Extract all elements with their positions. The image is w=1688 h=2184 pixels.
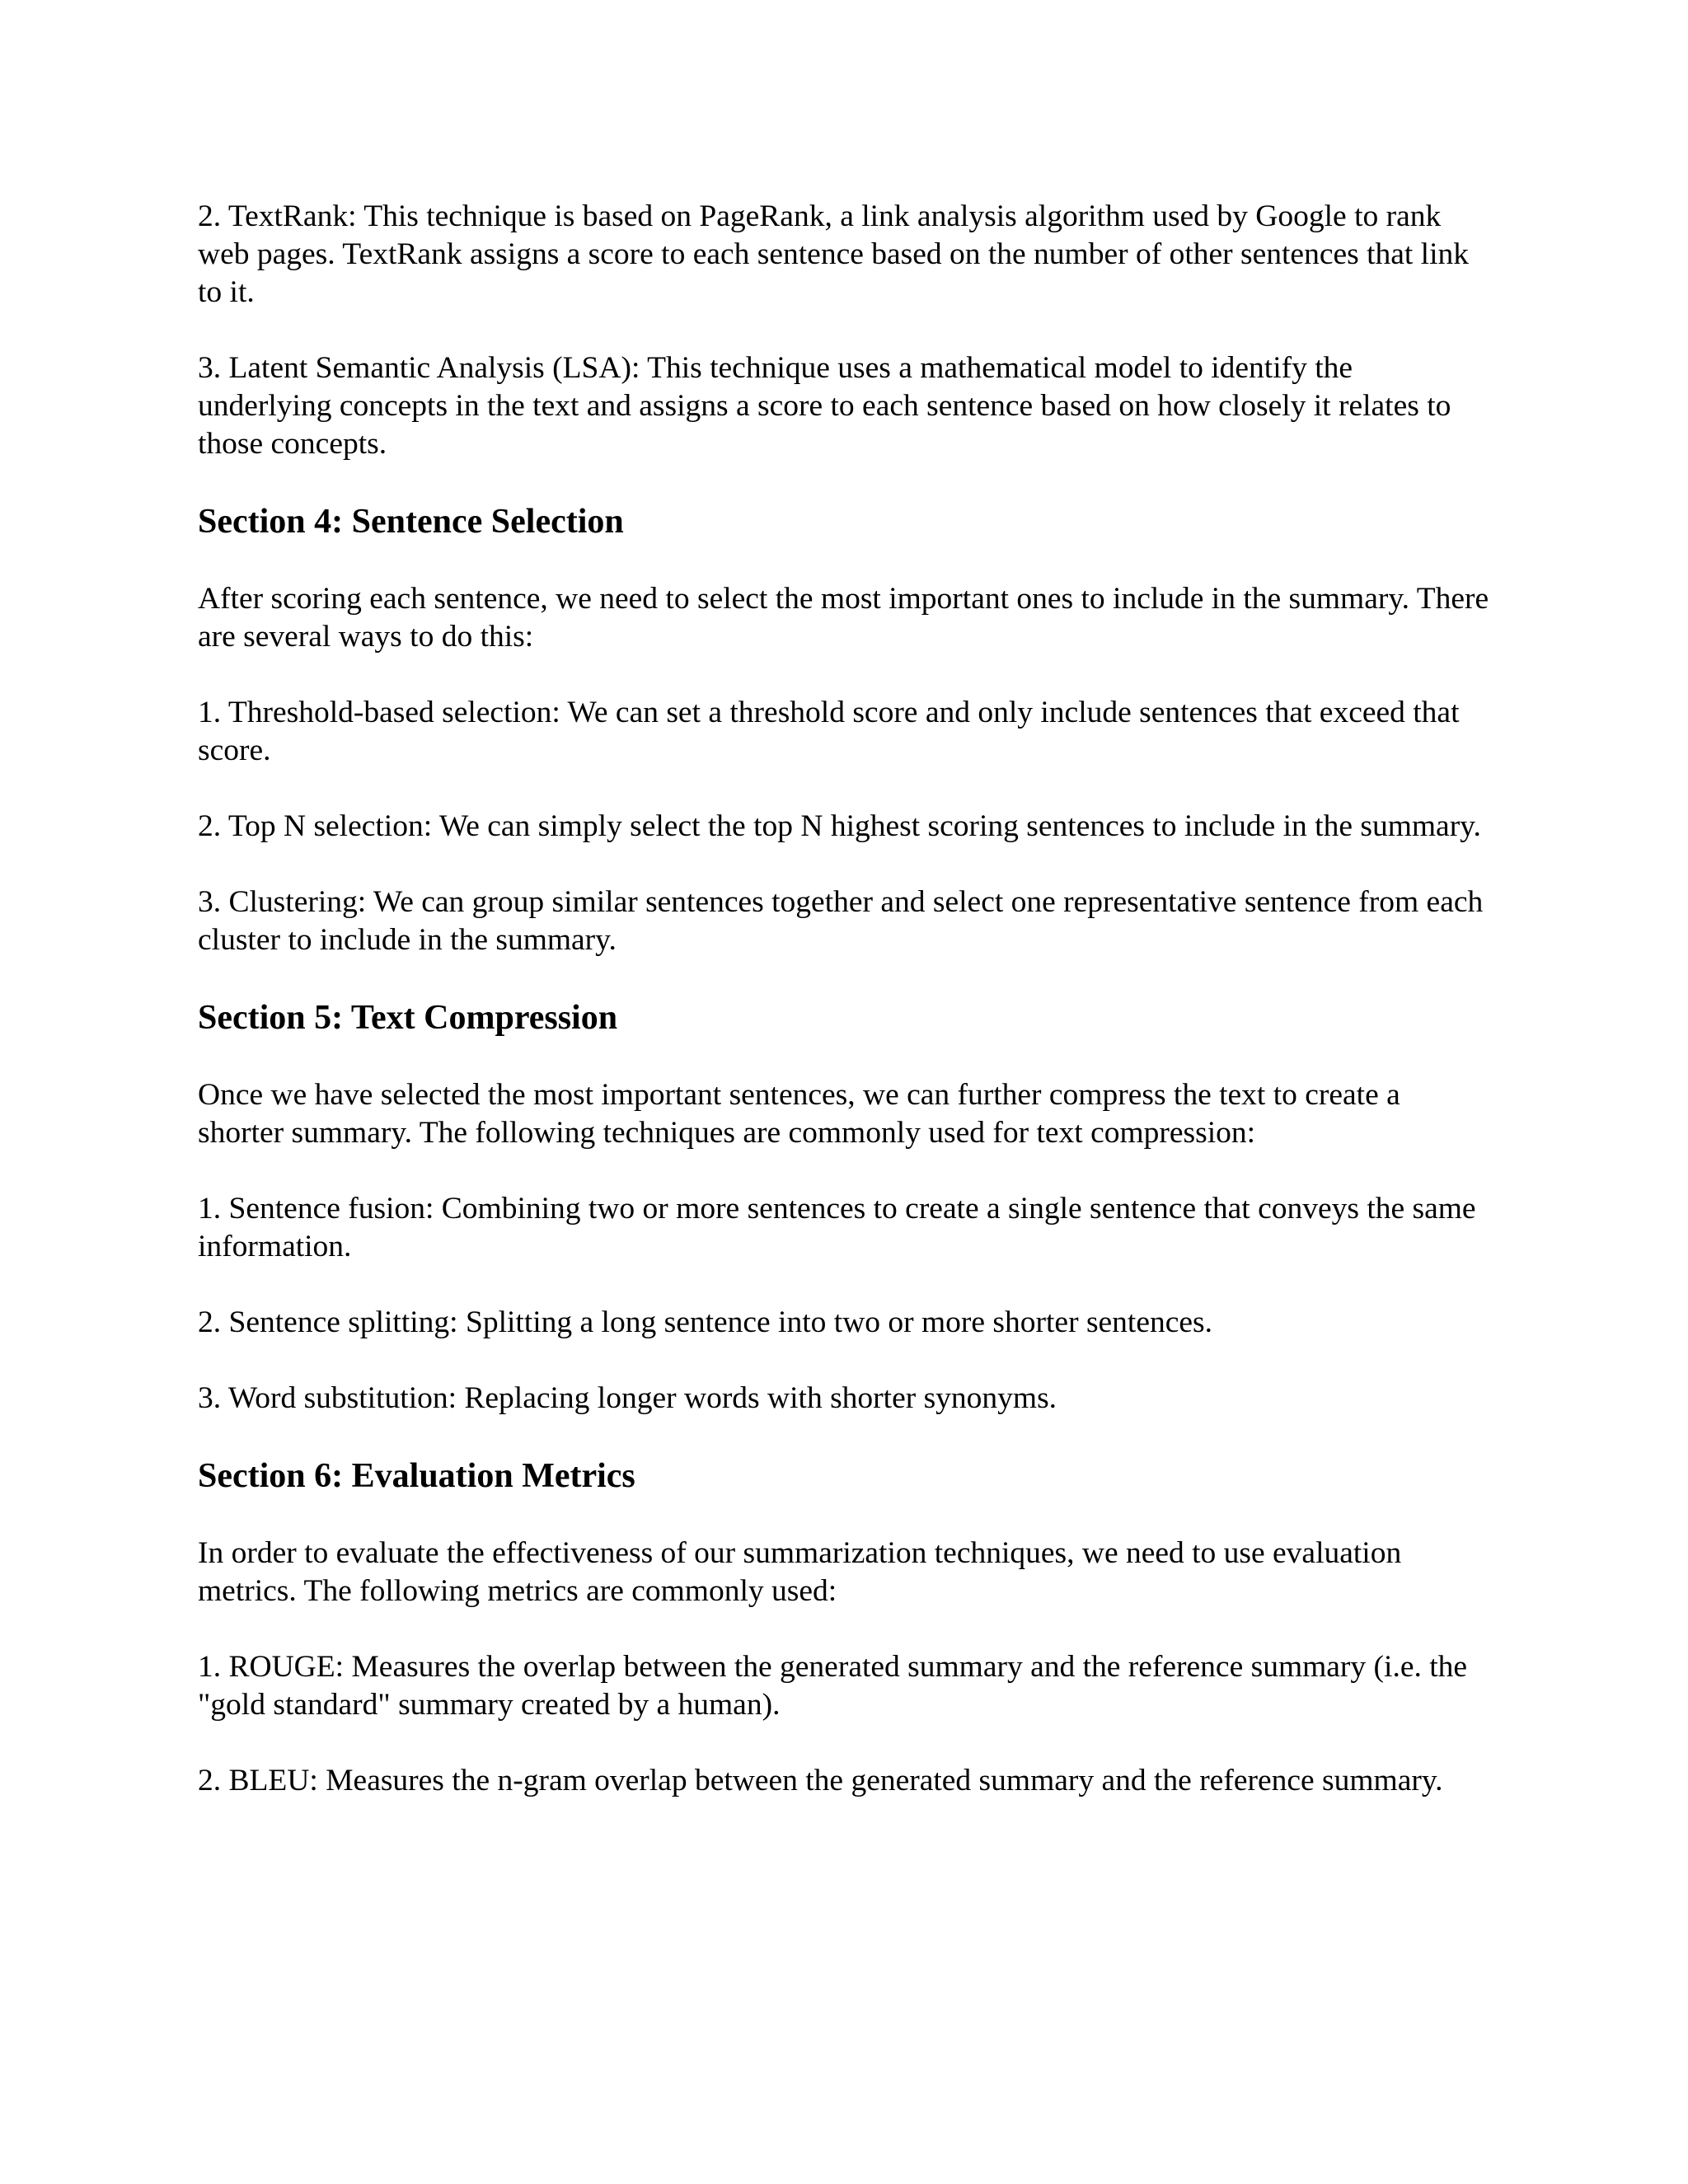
paragraph-selection-intro: After scoring each sentence, we need to select the most important ones to include in the summary. There are several ways to do this: [198, 582, 1489, 654]
paragraph-threshold-selection: 1. Threshold-based selection: We can set a threshold score and only include sentences that exceed that score. [198, 696, 1460, 767]
paragraph-rouge: 1. ROUGE: Measures the overlap between the generated summary and the reference summary (i.e. the "gold standard" summary created by a human). [198, 1650, 1468, 1722]
paragraph-word-substitution: 3. Word substitution: Replacing longer words with shorter synonyms. [198, 1381, 1057, 1415]
paragraph-clustering: 3. Clustering: We can group similar sentences together and select one representative sentence from each cluster to include in the summary. [198, 885, 1484, 957]
paragraph-lsa: 3. Latent Semantic Analysis (LSA): This technique uses a mathematical model to identify the underlying concepts in the text and assigns a score to each sentence based on how closely it relates to those concepts. [198, 351, 1451, 461]
paragraph-compression-intro: Once we have selected the most important sentences, we can further compress the text to create a shorter summary. The following techniques are commonly used for text compression: [198, 1078, 1400, 1150]
section-6-heading: Section 6: Evaluation Metrics [198, 1457, 635, 1495]
paragraph-sentence-splitting: 2. Sentence splitting: Splitting a long sentence into two or more shorter sentences. [198, 1305, 1212, 1339]
section-4-heading: Section 4: Sentence Selection [198, 503, 624, 541]
paragraph-bleu: 2. BLEU: Measures the n-gram overlap between the generated summary and the reference summary. [198, 1764, 1443, 1797]
paragraph-sentence-fusion: 1. Sentence fusion: Combining two or more sentences to create a single sentence that conveys the same information. [198, 1192, 1476, 1263]
section-5-heading: Section 5: Text Compression [198, 999, 618, 1037]
paragraph-evaluation-intro: In order to evaluate the effectiveness of our summarization techniques, we need to use evaluation metrics. The following metrics are commonly used: [198, 1536, 1402, 1608]
document-body [198, 198, 1492, 1838]
paragraph-textrank: 2. TextRank: This technique is based on PageRank, a link analysis algorithm used by Google to rank web pages. TextRank assigns a score to each sentence based on the number of other sentences that link to it. [198, 199, 1470, 309]
paragraph-top-n-selection: 2. Top N selection: We can simply select the top N highest scoring sentences to include in the summary. [198, 809, 1481, 843]
